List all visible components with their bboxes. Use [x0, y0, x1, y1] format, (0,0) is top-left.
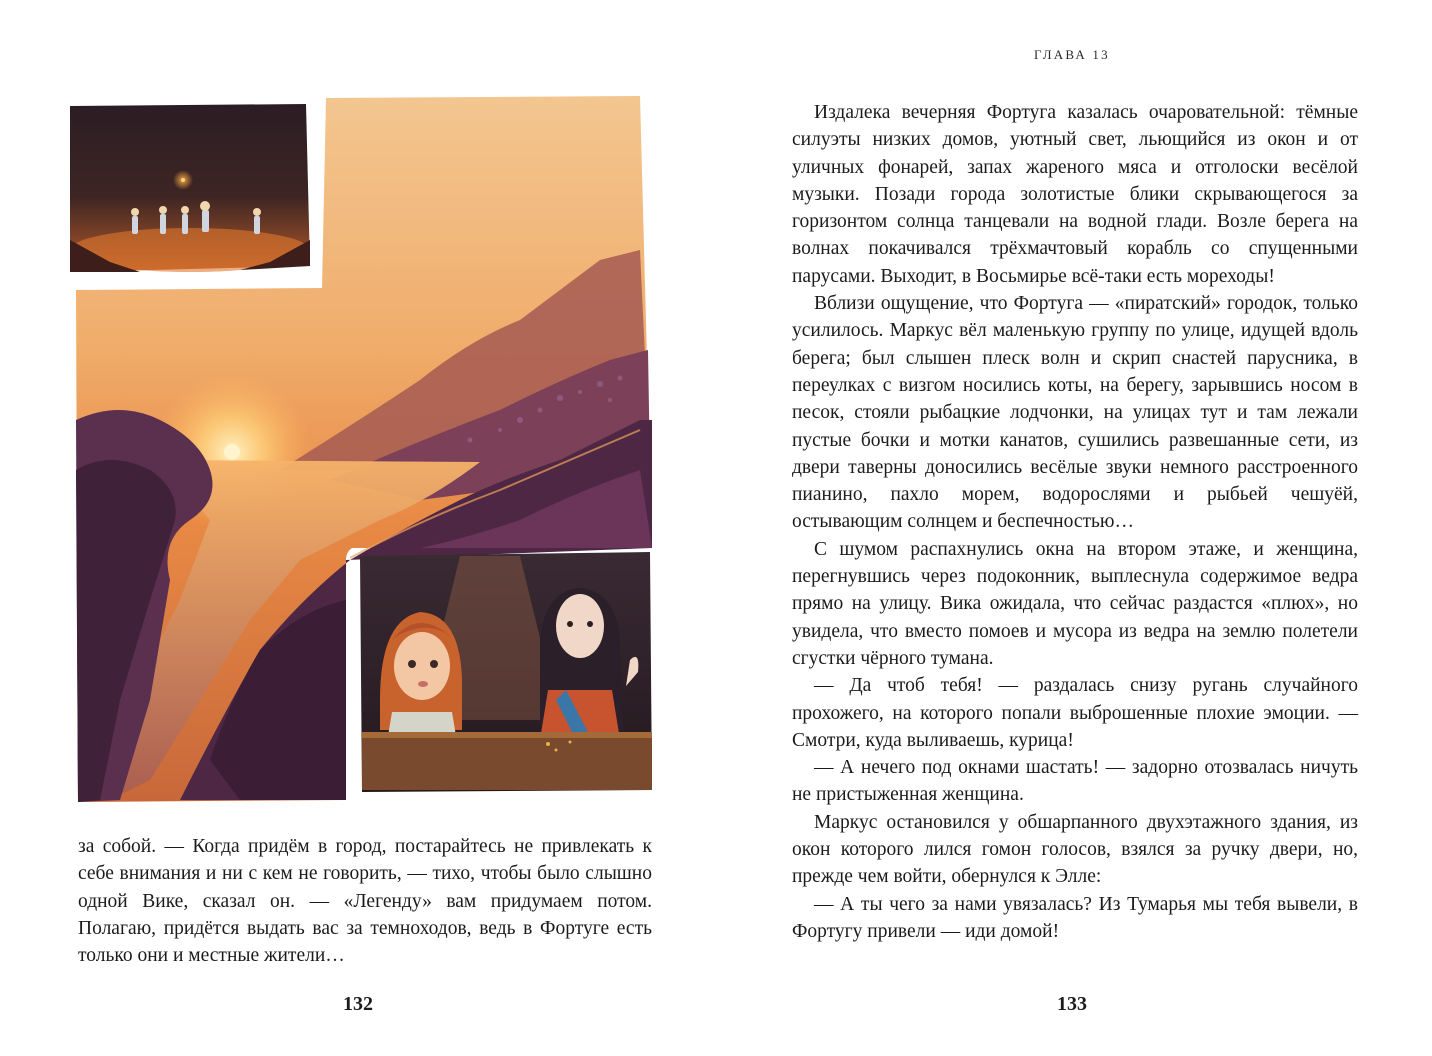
illustration-artwork [0, 0, 716, 820]
right-page-text [792, 99, 1358, 945]
right-page [716, 0, 1432, 1056]
left-page-text [78, 833, 652, 969]
page-number-right: 133 [1057, 993, 1087, 1015]
page-number-left: 132 [343, 993, 373, 1015]
night-panel [70, 104, 310, 272]
dialogue-paragraph: — А нечего под окнами шастать! — задорно отозвалась ничуть не пристыженная женщина. [792, 757, 1358, 806]
characters-panel [360, 552, 652, 792]
book-illustration [0, 0, 716, 820]
paragraph: за собой. — Когда придём в город, постарайтесь не привлекать к себе внимания и ни с кем не говорить, — тихо, чтобы было слышно одной Вике, сказал он. — «Легенду» вам придумаем потом. Полагаю, придётся выдать вас за темноходов, ведь в Фортуге есть только они и местные жители… [78, 836, 652, 967]
paragraph: Вблизи ощущение, что Фортуга — «пиратский» городок, только усилилось. Маркус вёл маленькую группу по улице, идущей вдоль берега; был слышен плеск волн и скрип снастей парусника, в переулках с визгом носились коты, на берегу, зарывшись носом в песок, стояли рыбацкие лодчонки, на улицах тут и там лежали пустые бочки и мотки канатов, сушились развешанные сети, из двери таверны доносились весёлые звуки немного расстроенного пианино, пахло морем, водорослями и рыбьей чешуёй, остывающим солнцем и беспечностью… [792, 293, 1358, 533]
paragraph: Маркус остановился у обшарпанного двухэтажного здания, из окон которого лился гомон голосов, взялся за ручку двери, но, прежде чем войти, обернулся к Элле: [792, 811, 1358, 888]
paragraph: Издалека вечерняя Фортуга казалась очаровательной: тёмные силуэты низких домов, уютный свет, льющийся из окон и от уличных фонарей, запах жареного мяса и отголоски весёлой музыки. Позади города золотистые блики скрывающегося за горизонтом солнца танцевали на водной глади. Возле берега на волнах покачивался трёхмачтовый корабль со спущенными парусами. Выходит, в Восьмирье всё-таки есть мореходы! [792, 102, 1358, 287]
chapter-running-head: ГЛАВА 13 [1034, 47, 1110, 62]
paragraph: С шумом распахнулись окна на втором этаже, и женщина, перегнувшись через подоконник, выплеснула содержимое ведра прямо на улицу. Вика ожидала, что сейчас раздастся «плюх», но увидела, что вместо помоев и мусора из ведра на землю полетели сгустки чёрного тумана. [792, 538, 1358, 669]
dialogue-paragraph: — Да чтоб тебя! — раздалась снизу ругань случайного прохожего, на которого попали выброшенные плохие эмоции. — Смотри, куда выливаешь, курица! [792, 675, 1358, 751]
dialogue-paragraph: — А ты чего за нами увязалась? Из Тумарья мы тебя вывели, в Фортугу привели — иди домой! [792, 893, 1358, 942]
